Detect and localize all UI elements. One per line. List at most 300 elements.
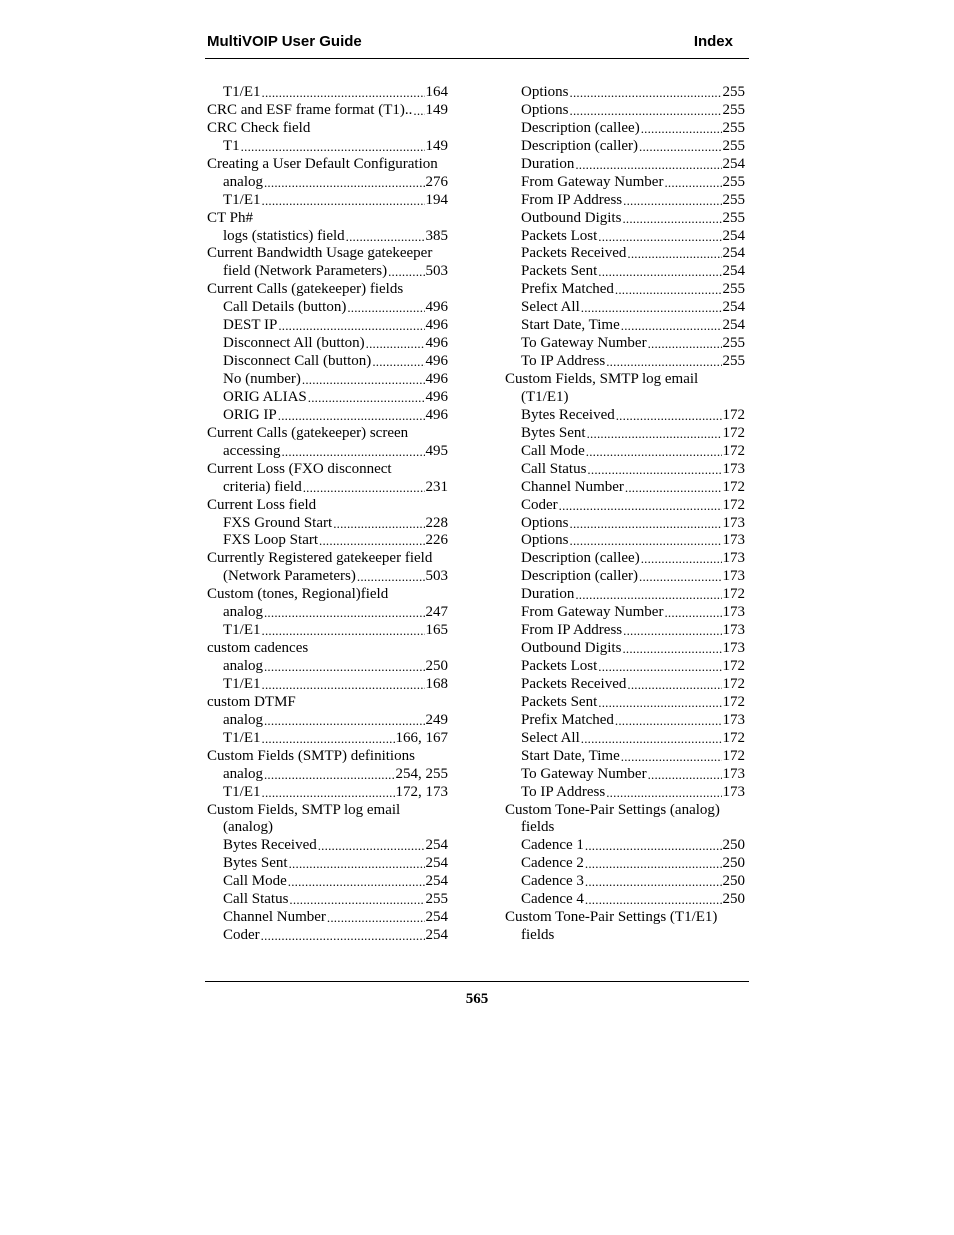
dot-leader [261, 927, 425, 945]
index-entry-page: 231 [425, 478, 448, 495]
dot-leader [262, 192, 425, 210]
index-entry-label: Bytes Received [223, 837, 317, 854]
index-entry-page: 496 [425, 335, 448, 352]
index-entry-page: 247 [425, 604, 448, 621]
header-rule [205, 58, 749, 59]
index-entry-page: 254 [425, 927, 448, 944]
index-entry [505, 407, 745, 425]
index-entry-label: Cadence 1 [521, 837, 584, 854]
index-entry-label: custom DTMF [207, 693, 296, 710]
dot-leader [616, 407, 722, 425]
index-entry-label: Cadence 2 [521, 855, 584, 872]
index-entry [207, 228, 448, 246]
index-entry-label: CRC Check field [207, 119, 311, 136]
index-entry-page: 172 [722, 478, 745, 495]
index-entry-label: Bytes Sent [223, 855, 288, 872]
index-entry-page: 173 [722, 783, 745, 800]
index-entry [505, 479, 745, 497]
index-entry-label: DEST IP [223, 317, 278, 334]
dot-leader [587, 461, 721, 479]
dot-leader [598, 658, 721, 676]
index-entry-label: Packets Lost [521, 658, 598, 674]
index-entry [207, 730, 448, 748]
dot-leader [278, 317, 424, 335]
index-entry-label: Custom Tone-Pair Settings (T1/E1) [505, 909, 718, 926]
dot-leader [581, 730, 722, 748]
dot-leader [262, 730, 395, 748]
dot-leader [388, 263, 424, 281]
index-entry [207, 245, 448, 263]
index-entry [207, 604, 448, 622]
index-entry-label: Current Calls (gatekeeper) fields [207, 281, 404, 298]
index-entry-label: From IP Address [521, 191, 623, 208]
dot-leader [627, 676, 721, 694]
index-entry-page: 250 [722, 837, 745, 854]
index-entry-label: T1/E1 [223, 729, 261, 746]
index-entry [505, 784, 745, 802]
dot-leader [575, 156, 721, 174]
index-entry-page: 228 [425, 514, 448, 531]
index-entry-page: 276 [425, 173, 448, 190]
index-entry-label: Disconnect Call (button) [223, 353, 372, 370]
index-entry [505, 102, 745, 120]
dot-leader [288, 873, 425, 891]
dot-leader [648, 335, 722, 353]
index-entry-page: 173 [722, 640, 745, 657]
index-entry-label: Options [521, 84, 569, 100]
dot-leader [262, 84, 425, 102]
index-entry-page: 149 [425, 101, 448, 118]
index-entry [505, 389, 745, 407]
index-entry-page: 173 [722, 532, 745, 549]
index-entry-label: Start Date, Time [521, 747, 620, 764]
index-entry [505, 120, 745, 138]
index-entry-label: analog [223, 658, 263, 674]
index-entry [505, 802, 745, 820]
index-entry [505, 263, 745, 281]
index-entry-label: Call Mode [521, 442, 585, 459]
index-entry-label: Description (callee) [521, 550, 640, 567]
index-entry [505, 335, 745, 353]
dot-leader [585, 873, 722, 891]
index-entry [207, 873, 448, 891]
index-entry [207, 407, 448, 425]
index-entry [207, 156, 448, 174]
dot-leader [581, 299, 722, 317]
index-entry-label: Description (caller) [521, 137, 639, 154]
index-entry [505, 174, 745, 192]
index-entry-page: 255 [722, 281, 745, 298]
index-entry-page: 495 [425, 442, 448, 459]
index-entry-page: 254 [425, 837, 448, 854]
index-entry-label: Cadence 3 [521, 873, 584, 890]
dot-leader [303, 479, 425, 497]
dot-leader [598, 694, 721, 712]
index-entry [207, 532, 448, 550]
index-entry-label: CT Ph# [207, 209, 253, 226]
dot-leader [302, 371, 425, 389]
index-entry [207, 425, 448, 443]
index-entry [505, 766, 745, 784]
index-entry-page: 172 [722, 675, 745, 692]
index-entry-page: 173 [722, 604, 745, 621]
index-entry [207, 335, 448, 353]
index-entry [505, 837, 745, 855]
index-entry-label: Creating a User Default Configuration [207, 155, 438, 172]
index-entry-page: 496 [425, 299, 448, 316]
index-entry-label: (Network Parameters) [223, 568, 356, 585]
index-entry [505, 694, 745, 712]
index-entry-label: Custom (tones, Regional)field [207, 586, 389, 603]
index-entry-page: 496 [425, 317, 448, 334]
index-entry [207, 174, 448, 192]
index-entry-page: 166, 167 [395, 729, 448, 746]
dot-leader [621, 317, 722, 335]
index-entry-label: analog [223, 173, 263, 190]
index-entry [207, 138, 448, 156]
dot-leader [289, 855, 425, 873]
index-entry-label: Channel Number [223, 909, 326, 926]
index-entry-page: 503 [425, 568, 448, 585]
dot-leader [264, 174, 425, 192]
index-entry-page: 172 [722, 658, 745, 674]
dot-leader [587, 425, 722, 443]
index-entry-page: 168 [425, 675, 448, 692]
index-entry-label: Custom Tone-Pair Settings (analog) [505, 801, 720, 818]
index-entry-label: Description (callee) [521, 119, 640, 136]
index-entry [505, 245, 745, 263]
index-entry-page: 173 [722, 622, 745, 639]
index-entry-page: 254 [722, 299, 745, 316]
index-entry-page: 172 [722, 747, 745, 764]
dot-leader [625, 479, 722, 497]
index-entry-label: ORIG IP [223, 406, 277, 423]
index-entry [207, 640, 448, 658]
index-entry [207, 550, 448, 568]
index-entry-page: 255 [722, 137, 745, 154]
footer-rule [205, 981, 749, 982]
dot-leader [264, 604, 425, 622]
index-entry-page: 172 [722, 693, 745, 710]
index-entry [207, 748, 448, 766]
index-entry [207, 819, 448, 837]
index-entry [207, 802, 448, 820]
index-entry [505, 299, 745, 317]
index-entry-page: 255 [722, 119, 745, 136]
index-entry-page: 254 [425, 909, 448, 926]
index-entry-label: Prefix Matched [521, 711, 614, 728]
index-entry-label: To Gateway Number [521, 765, 647, 782]
dot-leader [664, 174, 721, 192]
index-entry [505, 550, 745, 568]
index-entry-label: analog [223, 711, 263, 728]
dot-leader [347, 299, 424, 317]
index-entry-label: Prefix Matched [521, 281, 614, 298]
dot-leader [570, 102, 722, 120]
dot-leader [357, 568, 425, 586]
index-entry-label: To Gateway Number [521, 335, 647, 352]
index-entry-label: analog [223, 765, 263, 782]
index-entry-label: Description (caller) [521, 568, 639, 585]
index-entry-page: 149 [425, 137, 448, 154]
index-entry-page: 496 [425, 353, 448, 370]
index-entry-label: Options [521, 532, 569, 549]
index-entry-page: 173 [722, 514, 745, 531]
dot-leader [639, 138, 721, 156]
index-entry [505, 138, 745, 156]
dot-leader [570, 532, 722, 550]
index-entry-label: fields [521, 927, 555, 944]
index-entry-page: 503 [425, 263, 448, 280]
index-entry-label: From IP Address [521, 622, 623, 639]
index-entry [505, 712, 745, 730]
index-entry-label: Current Loss (FXO disconnect [207, 460, 392, 477]
dot-leader [627, 245, 721, 263]
index-entry-label: Bytes Sent [521, 424, 586, 441]
dot-leader [606, 784, 721, 802]
index-entry [505, 748, 745, 766]
index-entry-page: 172 [722, 496, 745, 513]
index-entry [505, 281, 745, 299]
index-entry-label: Coder [223, 927, 260, 944]
dot-leader [333, 515, 424, 533]
index-entry-label: field (Network Parameters) [223, 263, 388, 280]
index-entry [207, 515, 448, 533]
index-entry [505, 891, 745, 909]
dot-leader [289, 891, 424, 909]
index-entry-label: Bytes Received [521, 406, 615, 423]
dot-leader [262, 676, 425, 694]
dot-leader [585, 891, 722, 909]
index-entry-label: T1/E1 [223, 675, 261, 692]
index-entry-label: Current Loss field [207, 496, 317, 513]
index-entry [207, 263, 448, 281]
dot-leader [586, 443, 722, 461]
index-entry-label: Packets Received [521, 675, 627, 692]
index-entry [207, 461, 448, 479]
index-entry-label: Disconnect All (button) [223, 335, 365, 352]
index-entry-page: 172 [722, 729, 745, 746]
index-entry [207, 927, 448, 945]
index-entry-page: 249 [425, 711, 448, 728]
index-entry-label: Channel Number [521, 478, 624, 495]
dot-leader [664, 604, 721, 622]
page-number: 565 [465, 991, 489, 1007]
index-entry-label: Current Calls (gatekeeper) screen [207, 424, 409, 441]
index-entry-page: 255 [722, 335, 745, 352]
index-entry-page: 226 [425, 532, 448, 549]
dot-leader [623, 622, 721, 640]
index-entry-label: Options [521, 514, 569, 531]
index-entry-page: 250 [722, 891, 745, 908]
dot-leader [278, 407, 425, 425]
index-column-right [505, 84, 745, 945]
index-entry-label: Current Bandwidth Usage gatekeeper [207, 245, 433, 262]
index-entry-label: T1/E1 [223, 191, 261, 208]
index-entry-label: Duration [521, 586, 575, 603]
dot-leader [262, 622, 425, 640]
index-entry-label: Custom Fields, SMTP log email [505, 371, 699, 387]
index-entry [207, 120, 448, 138]
index-entry-label: FXS Loop Start [223, 532, 319, 549]
index-entry-page: 250 [722, 873, 745, 890]
index-entry-page: 254 [425, 855, 448, 872]
dot-leader [615, 712, 722, 730]
index-entry-page: 172 [722, 442, 745, 459]
index-entry [207, 371, 448, 389]
index-entry-page: 173 [722, 711, 745, 728]
dot-leader [570, 515, 722, 533]
dot-leader [606, 353, 721, 371]
index-entry-page: 496 [425, 371, 448, 387]
dot-leader [241, 138, 425, 156]
index-entry [505, 819, 745, 837]
index-entry [505, 873, 745, 891]
document-title: MultiVOIP User Guide [207, 33, 362, 50]
index-entry-label: Packets Lost [521, 227, 598, 244]
dot-leader [570, 84, 722, 102]
index-entry-page: 173 [722, 460, 745, 477]
index-entry-label: fields [521, 819, 555, 836]
index-entry-label: FXS Ground Start [223, 514, 333, 531]
dot-leader [264, 766, 395, 784]
index-entry [207, 102, 448, 120]
index-entry-label: Packets Sent [521, 693, 598, 710]
index-entry-label: Call Status [223, 891, 289, 908]
index-entry-page: 385 [425, 227, 448, 244]
index-entry [207, 568, 448, 586]
index-entry-label: Coder [521, 496, 558, 513]
index-entry [207, 192, 448, 210]
index-entry-label: Select All [521, 729, 580, 746]
dot-leader [622, 210, 721, 228]
index-entry-page: 254 [722, 263, 745, 280]
index-entry [207, 353, 448, 371]
index-entry-page: 254 [722, 245, 745, 262]
dot-leader [318, 837, 425, 855]
index-entry-label: logs (statistics) field [223, 227, 345, 244]
index-entry [505, 604, 745, 622]
index-entry [207, 676, 448, 694]
index-entry-label: Options [521, 101, 569, 118]
index-entry-label: Call Status [521, 460, 587, 477]
index-entry [207, 299, 448, 317]
index-entry-page: 255 [425, 891, 448, 908]
index-entry [505, 730, 745, 748]
index-entry-page: 255 [722, 191, 745, 208]
index-entry-label: No (number) [223, 371, 301, 387]
index-entry-page: 173 [722, 550, 745, 567]
index-entry-label: To IP Address [521, 783, 606, 800]
index-entry-label: (analog) [223, 819, 273, 836]
dot-leader [264, 658, 425, 676]
index-entry-label: T1 [223, 137, 240, 154]
index-entry-page: 254, 255 [395, 765, 448, 782]
index-entry [207, 497, 448, 515]
index-entry-label: criteria) field [223, 478, 302, 495]
dot-leader [319, 532, 424, 550]
index-entry-label: T1/E1 [223, 84, 261, 100]
index-entry-label: From Gateway Number [521, 173, 664, 190]
index-entry-page: 173 [722, 765, 745, 782]
index-entry [207, 317, 448, 335]
index-entry [207, 837, 448, 855]
index-entry-label: accessing [223, 442, 281, 459]
index-entry [207, 694, 448, 712]
index-entry [505, 927, 745, 945]
dot-leader [372, 353, 424, 371]
dot-leader [585, 837, 722, 855]
index-entry-label: Call Mode [223, 873, 287, 890]
index-entry-label: analog [223, 604, 263, 621]
index-entry-page: 250 [722, 855, 745, 872]
dot-leader [623, 192, 721, 210]
index-entry [505, 622, 745, 640]
index-entry [505, 586, 745, 604]
index-entry-label: Outbound Digits [521, 640, 622, 657]
index-entry-label: T1/E1 [223, 622, 261, 639]
index-entry [505, 425, 745, 443]
index-entry [505, 909, 745, 927]
index-entry-page: 165 [425, 622, 448, 639]
index-entry-page: 496 [425, 388, 448, 405]
index-entry-page: 172 [722, 406, 745, 423]
index-entry-label: Cadence 4 [521, 891, 584, 908]
dot-leader [262, 784, 395, 802]
index-entry [207, 389, 448, 407]
index-entry-page: 164 [425, 84, 448, 100]
index-entry [505, 497, 745, 515]
index-entry-page: 496 [425, 406, 448, 423]
index-entry-page: 194 [425, 191, 448, 208]
index-entry-label: T1/E1 [223, 783, 261, 800]
dot-leader [639, 568, 721, 586]
index-entry-page: 172 [722, 424, 745, 441]
index-entry [505, 515, 745, 533]
dot-leader [585, 855, 722, 873]
index-entry [505, 156, 745, 174]
dot-leader [641, 550, 722, 568]
index-entry [505, 676, 745, 694]
index-entry [207, 658, 448, 676]
section-title: Index [693, 33, 733, 50]
dot-leader [559, 497, 722, 515]
index-entry [207, 443, 448, 461]
index-entry [505, 228, 745, 246]
dot-leader [648, 766, 722, 784]
index-entry [207, 622, 448, 640]
dot-leader [598, 228, 721, 246]
dot-leader [575, 586, 721, 604]
index-entry-label: From Gateway Number [521, 604, 664, 621]
index-entry-page: 255 [722, 209, 745, 226]
index-entry [505, 371, 745, 389]
index-entry-label: To IP Address [521, 353, 606, 370]
index-entry [207, 891, 448, 909]
index-entry-label: Packets Received [521, 245, 627, 262]
index-entry [505, 532, 745, 550]
index-entry-label: Select All [521, 299, 580, 316]
index-entry [505, 461, 745, 479]
index-entry [207, 855, 448, 873]
index-entry-page: 254 [722, 317, 745, 334]
index-entry [505, 568, 745, 586]
index-entry-page: 172 [722, 586, 745, 603]
index-column-left [207, 84, 448, 945]
dot-leader [366, 335, 425, 353]
index-entry [207, 479, 448, 497]
index-entry-page: 255 [722, 84, 745, 100]
